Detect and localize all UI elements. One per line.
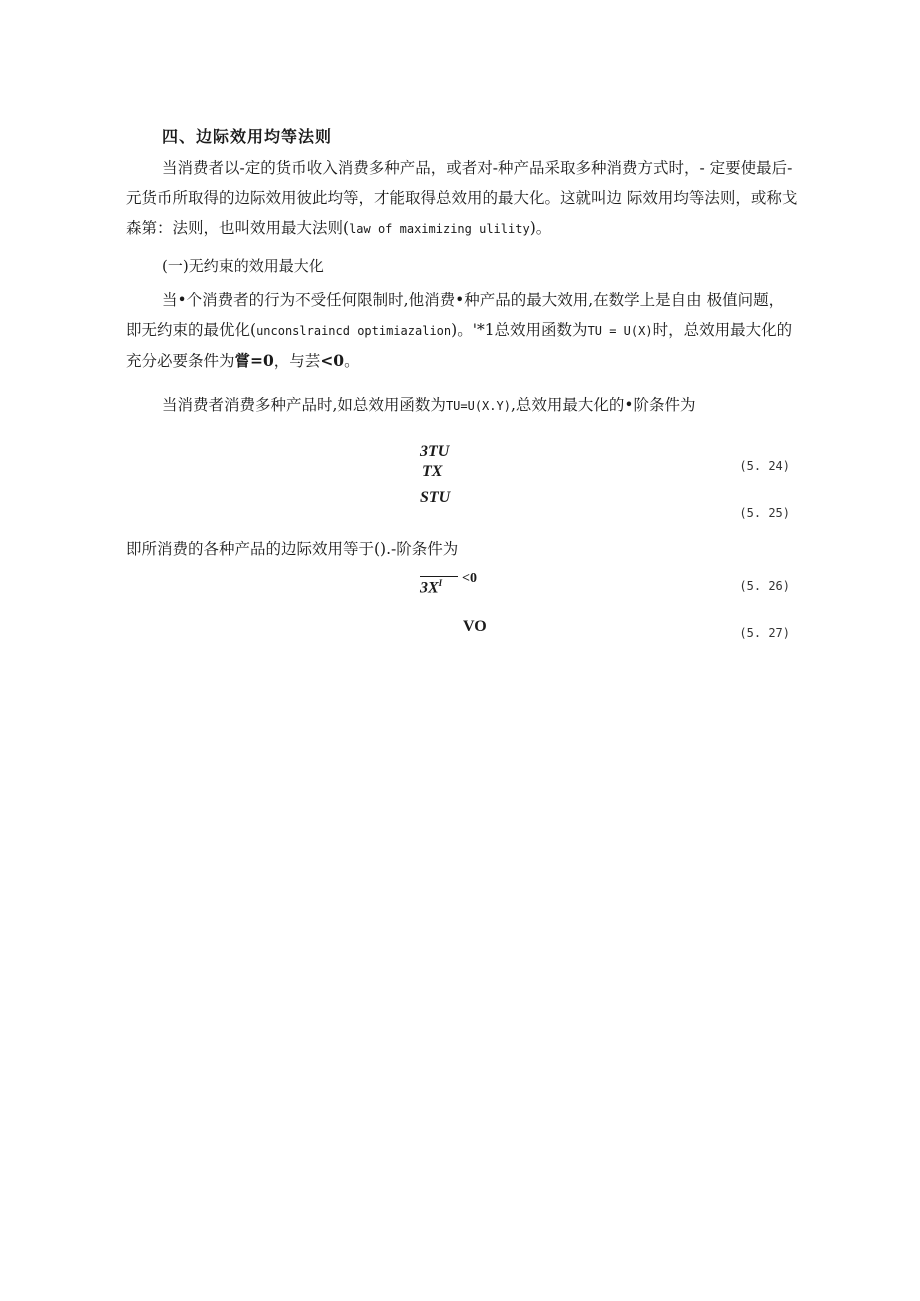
para2-mid: )。'*1总效用函数为 xyxy=(451,321,588,339)
fraction-bar xyxy=(420,576,458,577)
para2-separator: ，与芸 xyxy=(273,352,321,370)
paragraph-second-order: 即所消费的各种产品的边际效用等于().-阶条件为 xyxy=(126,540,459,558)
equation-5-25-expression: STU xyxy=(420,489,451,506)
para2-condition-1: 嘗=0 xyxy=(234,351,274,370)
equation-5-26-inequality: <0 xyxy=(462,571,477,586)
para2-function: TU = U(X) xyxy=(587,324,653,338)
subheading-unconstrained: (一)无约束的效用最大化 xyxy=(162,257,324,275)
equation-5-24-denominator: TX xyxy=(422,463,443,480)
para1-english-term: law of maximizing ulility xyxy=(349,222,530,236)
para2-tail: 时，总效用最大化的充分必要条件为 xyxy=(126,321,793,370)
para1-tail: )。 xyxy=(529,219,552,237)
equation-5-24-numerator: 3TU xyxy=(420,443,450,460)
para2-text: 当•个消费者的行为不受任何限制时,他消费•种产品的最大效用,在数学上是自由 极值问题，即无约束的最优化( xyxy=(126,291,785,339)
para3-function: TU=U(X.Y) xyxy=(445,399,511,413)
paragraph-unconstrained xyxy=(126,285,798,376)
paragraph-equal-marginal-utility xyxy=(126,153,798,244)
equation-5-26-base: 3X xyxy=(420,579,439,597)
equation-5-24-number: (5. 24) xyxy=(739,459,790,473)
section-heading: 四、边际效用均等法则 xyxy=(162,127,333,146)
para3-text: 当消费者消费多种产品时,如总效用函数为 xyxy=(162,396,446,414)
para2-end: 。 xyxy=(344,352,360,370)
para2-english-term: unconslraincd optimiazalion xyxy=(256,324,452,338)
equation-5-27-expression: VO xyxy=(463,618,487,635)
paragraph-multiple-products xyxy=(126,390,798,421)
para2-condition-2: <0 xyxy=(320,351,345,370)
equation-5-25-number: (5. 25) xyxy=(739,506,790,520)
para1-text: 当消费者以-定的货币收入消费多种产品，或者对-种产品采取多种消费方式时，- 定要使最后-元货币所取得的边际效用彼此均等，才能取得总效用的最大化。这就叫边 际效用均等法则，或称戈森第：法则，也叫效用最大法则( xyxy=(126,159,798,237)
equation-5-26-number: (5. 26) xyxy=(739,579,790,593)
equation-5-27-number: (5. 27) xyxy=(739,626,790,640)
equation-5-26-superscript: I xyxy=(438,578,443,588)
equation-5-26-denominator xyxy=(420,578,442,597)
para3-tail: ,总效用最大化的•阶条件为 xyxy=(510,396,696,414)
